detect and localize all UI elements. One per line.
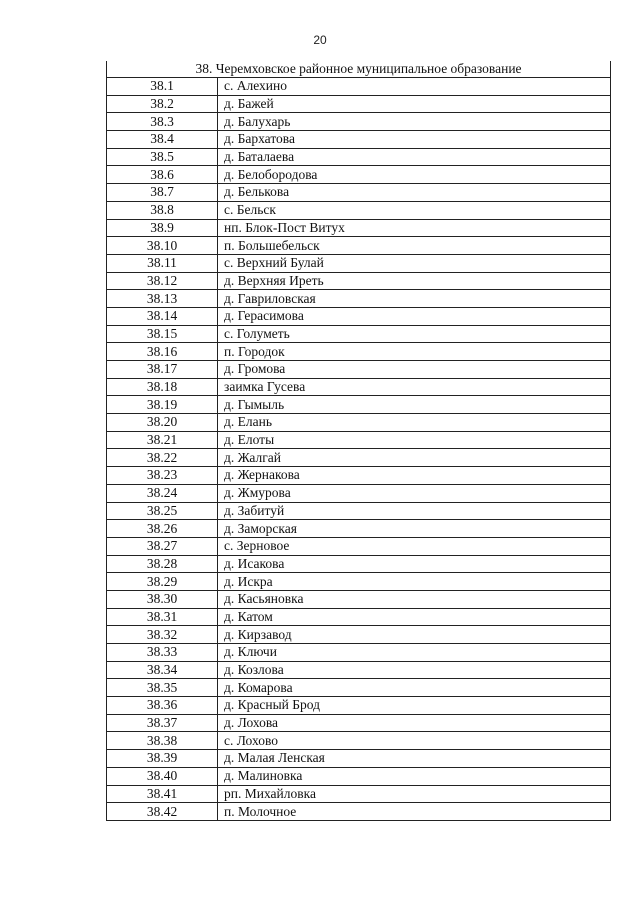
row-number: 38.35 <box>107 679 218 697</box>
row-number: 38.33 <box>107 644 218 662</box>
table-row <box>107 590 611 608</box>
settlement-name: рп. Михайловка <box>218 785 611 803</box>
settlement-name: д. Лохова <box>218 714 611 732</box>
settlement-name: д. Кирзавод <box>218 626 611 644</box>
row-number: 38.39 <box>107 750 218 768</box>
row-number: 38.12 <box>107 272 218 290</box>
table-row <box>107 732 611 750</box>
row-number: 38.29 <box>107 573 218 591</box>
row-number: 38.3 <box>107 113 218 131</box>
row-number: 38.15 <box>107 325 218 343</box>
row-number: 38.17 <box>107 361 218 379</box>
table-row <box>107 414 611 432</box>
settlement-name: д. Жмурова <box>218 484 611 502</box>
row-number: 38.23 <box>107 467 218 485</box>
row-number: 38.40 <box>107 767 218 785</box>
table-row <box>107 484 611 502</box>
settlement-name: д. Исакова <box>218 555 611 573</box>
table-row <box>107 449 611 467</box>
settlement-name: д. Бархатова <box>218 131 611 149</box>
table-row <box>107 361 611 379</box>
settlement-name: с. Алехино <box>218 78 611 96</box>
row-number: 38.42 <box>107 803 218 821</box>
table-row <box>107 502 611 520</box>
table-row <box>107 95 611 113</box>
row-number: 38.20 <box>107 414 218 432</box>
table-row <box>107 113 611 131</box>
table-row <box>107 237 611 255</box>
table-row <box>107 184 611 202</box>
row-number: 38.24 <box>107 484 218 502</box>
table-row <box>107 166 611 184</box>
settlement-name: д. Красный Брод <box>218 697 611 715</box>
settlement-name: д. Гавриловская <box>218 290 611 308</box>
page-number: 20 <box>313 33 327 47</box>
row-number: 38.19 <box>107 396 218 414</box>
table-row <box>107 661 611 679</box>
settlement-name: д. Ключи <box>218 644 611 662</box>
settlement-name: д. Касьяновка <box>218 590 611 608</box>
row-number: 38.21 <box>107 431 218 449</box>
settlement-name: д. Белобородова <box>218 166 611 184</box>
settlement-name: д. Балухарь <box>218 113 611 131</box>
table-row <box>107 608 611 626</box>
table-row <box>107 396 611 414</box>
settlements-table-wrapper <box>106 61 610 821</box>
row-number: 38.30 <box>107 590 218 608</box>
settlement-name: д. Катом <box>218 608 611 626</box>
row-number: 38.13 <box>107 290 218 308</box>
settlement-name: нп. Блок-Пост Витух <box>218 219 611 237</box>
settlement-name: заимка Гусева <box>218 378 611 396</box>
table-row <box>107 767 611 785</box>
settlement-name: д. Гымыль <box>218 396 611 414</box>
settlement-name: д. Громова <box>218 361 611 379</box>
settlement-name: д. Малиновка <box>218 767 611 785</box>
settlement-name: д. Заморская <box>218 520 611 538</box>
settlement-name: с. Лохово <box>218 732 611 750</box>
settlement-name: п. Молочное <box>218 803 611 821</box>
row-number: 38.38 <box>107 732 218 750</box>
row-number: 38.2 <box>107 95 218 113</box>
row-number: 38.34 <box>107 661 218 679</box>
table-row <box>107 148 611 166</box>
table-row <box>107 573 611 591</box>
table-row <box>107 131 611 149</box>
row-number: 38.6 <box>107 166 218 184</box>
settlement-name: с. Верхний Булай <box>218 254 611 272</box>
row-number: 38.31 <box>107 608 218 626</box>
row-number: 38.10 <box>107 237 218 255</box>
row-number: 38.18 <box>107 378 218 396</box>
settlement-name: д. Белькова <box>218 184 611 202</box>
settlement-name: д. Баталаева <box>218 148 611 166</box>
row-number: 38.36 <box>107 697 218 715</box>
table-row <box>107 219 611 237</box>
settlement-name: д. Герасимова <box>218 307 611 325</box>
row-number: 38.27 <box>107 537 218 555</box>
table-row <box>107 697 611 715</box>
row-number: 38.22 <box>107 449 218 467</box>
table-row <box>107 803 611 821</box>
row-number: 38.4 <box>107 131 218 149</box>
section-title: 38. Черемховское районное муниципальное образование <box>107 61 611 78</box>
settlement-name: с. Зерновое <box>218 537 611 555</box>
settlement-name: д. Верхняя Иреть <box>218 272 611 290</box>
row-number: 38.32 <box>107 626 218 644</box>
table-body <box>107 61 611 820</box>
table-row <box>107 467 611 485</box>
table-row <box>107 644 611 662</box>
row-number: 38.25 <box>107 502 218 520</box>
row-number: 38.1 <box>107 78 218 96</box>
table-row <box>107 520 611 538</box>
table-row <box>107 555 611 573</box>
row-number: 38.41 <box>107 785 218 803</box>
settlement-name: с. Бельск <box>218 201 611 219</box>
table-row <box>107 78 611 96</box>
settlement-name: д. Жалгай <box>218 449 611 467</box>
table-row <box>107 750 611 768</box>
settlement-name: д. Елоты <box>218 431 611 449</box>
row-number: 38.28 <box>107 555 218 573</box>
settlement-name: д. Елань <box>218 414 611 432</box>
row-number: 38.26 <box>107 520 218 538</box>
settlement-name: д. Козлова <box>218 661 611 679</box>
table-row <box>107 626 611 644</box>
section-header-row <box>107 61 611 78</box>
row-number: 38.5 <box>107 148 218 166</box>
settlement-name: д. Искра <box>218 573 611 591</box>
row-number: 38.11 <box>107 254 218 272</box>
settlement-name: п. Большебельск <box>218 237 611 255</box>
row-number: 38.8 <box>107 201 218 219</box>
table-row <box>107 343 611 361</box>
settlement-name: д. Малая Ленская <box>218 750 611 768</box>
settlements-table <box>106 61 611 821</box>
table-row <box>107 679 611 697</box>
table-row <box>107 537 611 555</box>
settlement-name: д. Бажей <box>218 95 611 113</box>
settlement-name: п. Городок <box>218 343 611 361</box>
table-row <box>107 272 611 290</box>
row-number: 38.9 <box>107 219 218 237</box>
settlement-name: д. Комарова <box>218 679 611 697</box>
table-row <box>107 714 611 732</box>
table-row <box>107 307 611 325</box>
table-row <box>107 785 611 803</box>
table-row <box>107 431 611 449</box>
table-row <box>107 290 611 308</box>
settlement-name: д. Жернакова <box>218 467 611 485</box>
table-row <box>107 201 611 219</box>
settlement-name: д. Забитуй <box>218 502 611 520</box>
row-number: 38.14 <box>107 307 218 325</box>
row-number: 38.7 <box>107 184 218 202</box>
row-number: 38.16 <box>107 343 218 361</box>
settlement-name: с. Голуметь <box>218 325 611 343</box>
table-row <box>107 254 611 272</box>
table-row <box>107 325 611 343</box>
table-row <box>107 378 611 396</box>
row-number: 38.37 <box>107 714 218 732</box>
